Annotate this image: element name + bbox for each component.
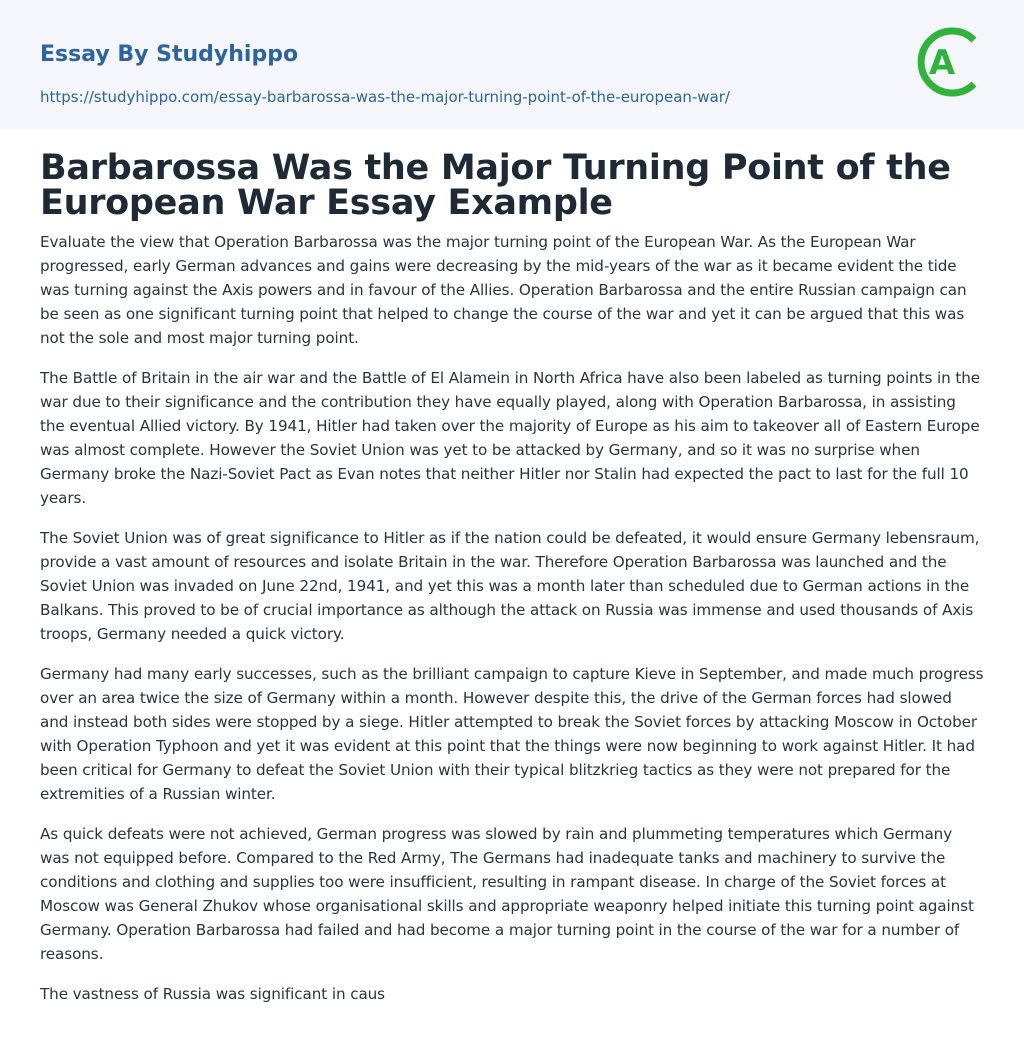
- essay-paragraph: The Battle of Britain in the air war and the Battle of El Alamein in North Africa have also been labeled as turning points in the war due to their significance and the contribution they have equally played, along with Operation Barbarossa, in assisting the eventual Allied victory. By 1941, Hitler had taken over the majority of Europe as his aim to takeover all of Eastern Europe was almost complete. However the Soviet Union was yet to be attacked by Germany, and so it was no surprise when Germany broke the Nazi-Soviet Pact as Evan notes that neither Hitler nor Stalin had expected the pact to last for the full 10 years.: [40, 369, 981, 507]
- essay-paragraph: The Soviet Union was of great significance to Hitler as if the nation could be defeated, it would ensure Germany lebensraum, provide a vast amount of resources and isolate Britain in the war. Therefore Operation Barbarossa was launched and the Soviet Union was invaded on June 22nd, 1941, and yet this was a month later than scheduled due to German actions in the Balkans. This proved to be of crucial importance as although the attack on Russia was immense and used thousands of Axis troops, Germany needed a quick victory.: [40, 529, 980, 643]
- essay-url-link[interactable]: https://studyhippo.com/essay-barbarossa-was-the-major-turning-point-of-the-european-war/: [40, 88, 730, 106]
- essay-paragraph-truncated: The vastness of Russia was significant in caus: [40, 985, 385, 1003]
- essay-content: [0, 129, 1024, 1006]
- site-header: [0, 0, 1024, 129]
- studyhippo-logo-icon[interactable]: [914, 18, 986, 106]
- logo-letter: A: [928, 43, 956, 83]
- essay-paragraph: As quick defeats were not achieved, German progress was slowed by rain and plummeting temperatures which Germany was not equipped before. Compared to the Red Army, The Germans had inadequate tanks and machinery to survive the conditions and clothing and supplies too were insufficient, resulting in rampant disease. In charge of the Soviet forces at Moscow was General Zhukov whose organisational skills and appropriate weaponry helped initiate this turning point against Germany. Operation Barbarossa had failed and had become a major turning point in the course of the war for a number of reasons.: [40, 825, 974, 963]
- site-title-link[interactable]: Essay By Studyhippo: [40, 42, 299, 67]
- essay-title: Barbarossa Was the Major Turning Point of the European War Essay Example: [40, 148, 951, 223]
- essay-paragraph: Germany had many early successes, such as the brilliant campaign to capture Kieve in September, and made much progress over an area twice the size of Germany within a month. However despite this, the drive of the German forces had slowed and instead both sides were stopped by a siege. Hitler attempted to break the Soviet forces by attacking Moscow in October with Operation Typhoon and yet it was evident at this point that the things were now beginning to work against Hitler. It had been critical for Germany to defeat the Soviet Union with their typical blitzkrieg tactics as they were not prepared for the extremities of a Russian winter.: [40, 665, 984, 803]
- essay-paragraph: Evaluate the view that Operation Barbarossa was the major turning point of the European War. As the European War progressed, early German advances and gains were decreasing by the mid-years of the war as it became evident the tide was turning against the Axis powers and in favour of the Allies. Operation Barbarossa and the entire Russian campaign can be seen as one significant turning point that helped to change the course of the war and yet it can be argued that this was not the sole and most major turning point.: [40, 233, 967, 347]
